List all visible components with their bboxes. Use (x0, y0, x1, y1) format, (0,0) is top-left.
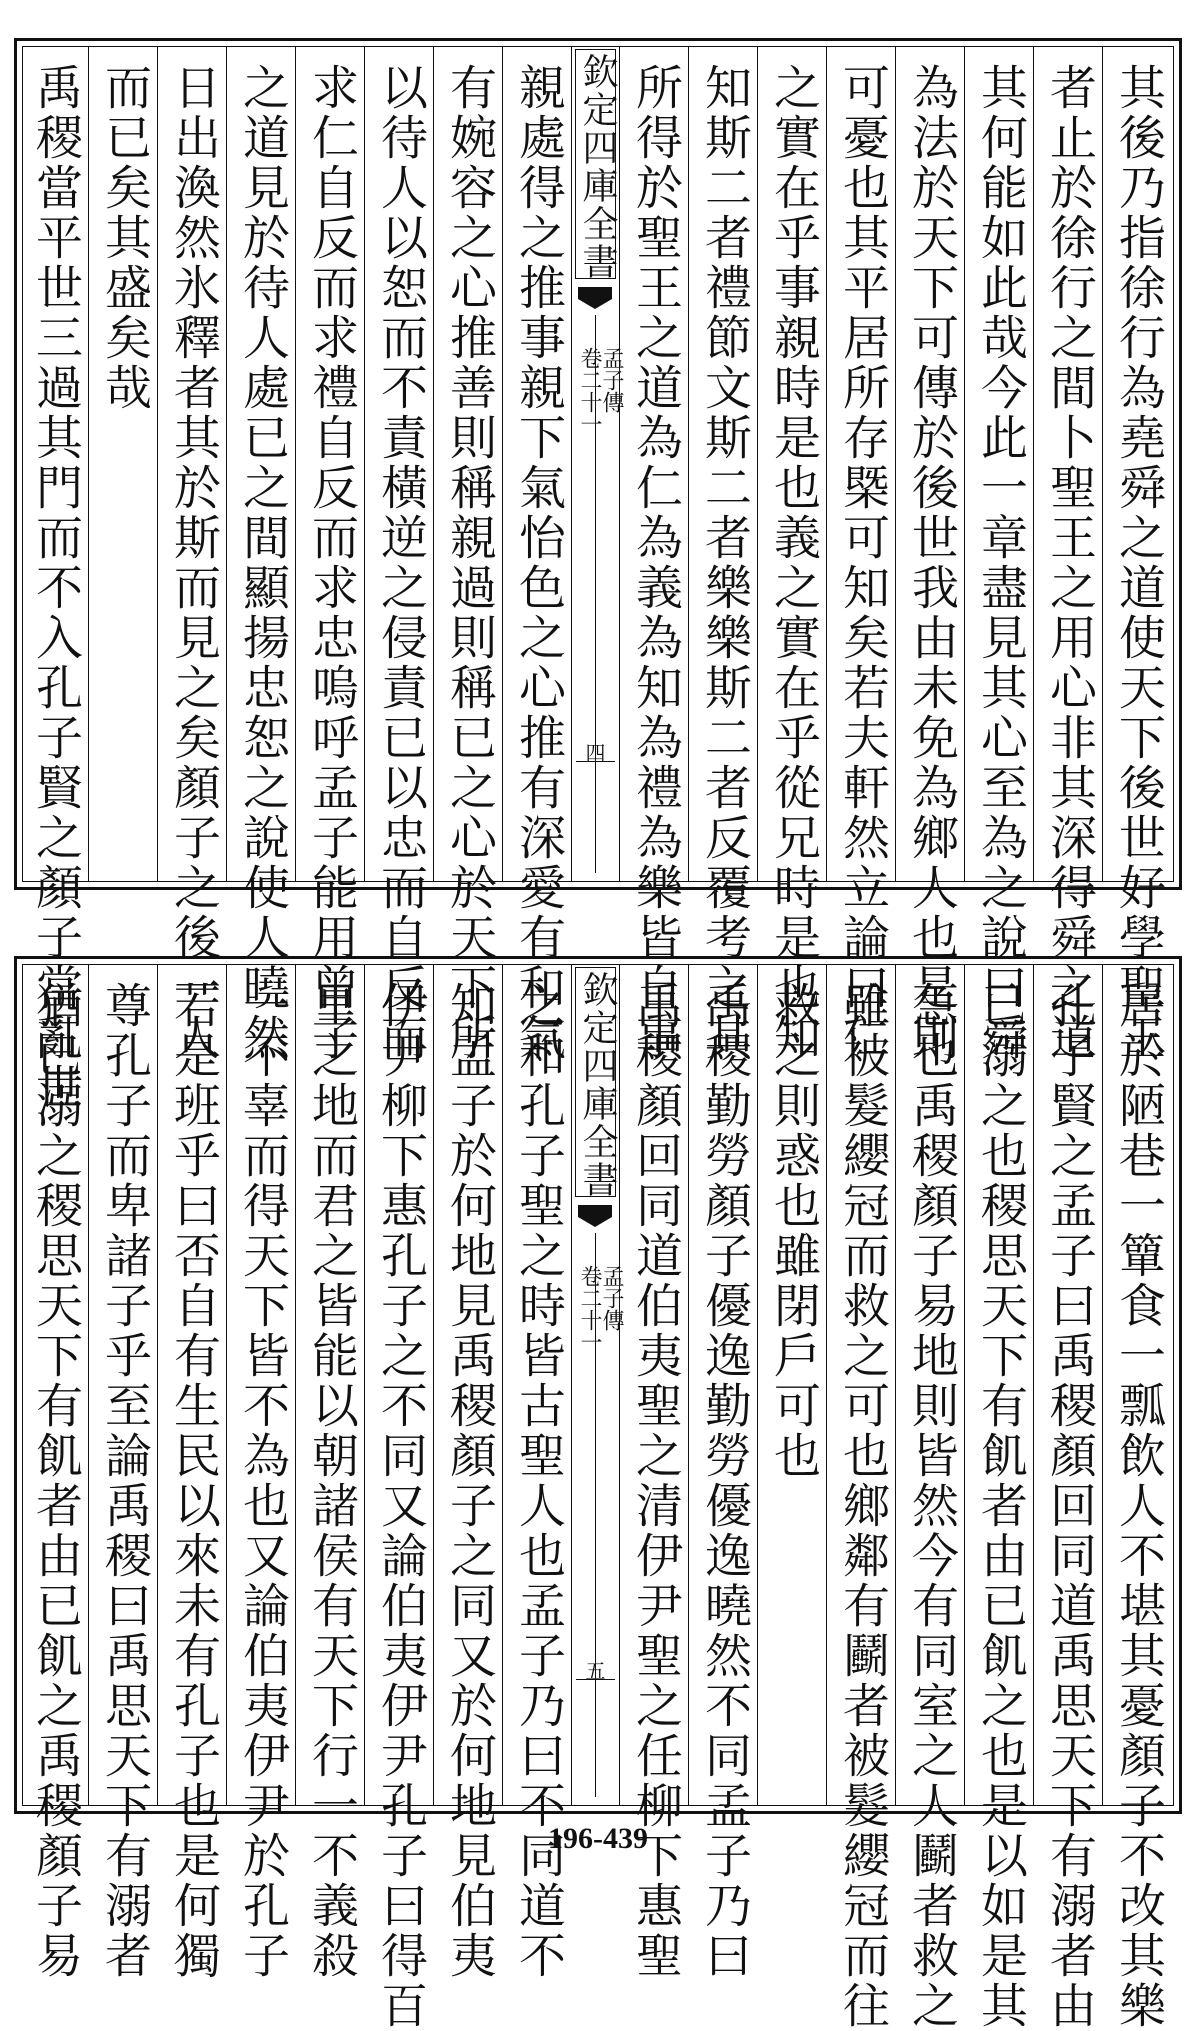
text-column (895, 965, 964, 2031)
column-text: 有婉容之心推善則稱親過則稱已之心於天下所 (442, 63, 497, 1063)
text-column (1033, 47, 1102, 1063)
column-text: 之實在乎事親時是也義之實在乎從兄時是也知 (766, 63, 821, 1063)
center-header-column (571, 965, 624, 1805)
column-text: 孔子賢之孟子曰禹稷顏回同道禹思天下有溺者由 (1042, 981, 1097, 2031)
text-column (757, 47, 826, 1063)
column-text: 知斯二者禮節文斯二者樂樂斯二者反覆考之其 (697, 63, 752, 1063)
text-column (226, 965, 295, 1981)
text-column (826, 965, 895, 2031)
text-column (364, 965, 433, 2031)
column-text: 已溺之也稷思天下有飢者由已飢之也是以如是其 (973, 981, 1028, 2031)
column-text: 求仁自反而求禮自反而求忠嗚呼孟子能用曾子 (304, 63, 359, 1063)
column-text: 一不辜而得天下皆不為也又論伯夷伊尹於孔子 (235, 981, 290, 1981)
column-text: 可憂也其平居所存槩可知矣若夫軒然立論曰仁 (835, 63, 890, 1063)
collection-title: 欽定四庫全書 (577, 53, 618, 281)
text-column (88, 47, 157, 881)
column-text: 之和孔子聖之時皆古聖人也孟子乃曰不同道不 (511, 981, 566, 1981)
text-column (226, 47, 295, 1063)
column-text: 其何能如此哉今此一章盡見其心至為之說曰舜 (973, 63, 1028, 1063)
column-text: 居於陋巷一簞食一瓢飲人不堪其憂顏子不改其樂 (1111, 981, 1166, 2031)
column-text: 其後乃指徐行為堯舜之道使天下後世好學聖王 (1111, 63, 1166, 1063)
column-text: 以待人以恕而不責橫逆之侵責已以忠而自反而 (373, 63, 428, 1063)
page-number: 四 (585, 741, 606, 765)
text-column (1102, 965, 1171, 2031)
center-header-column (571, 47, 624, 881)
text-column (688, 47, 757, 1063)
column-text: 知孟子於何地見禹稷顏子之同又於何地見伯夷 (442, 981, 497, 1981)
book-title: 孟子傳 (599, 1265, 624, 1331)
text-column (1102, 47, 1171, 1063)
top-page-frame (22, 46, 1174, 1113)
column-text: 里之地而君之皆能以朝諸侯有天下行一不義殺 (304, 981, 359, 1981)
page-footer-number: 196-439 (548, 1822, 648, 1855)
text-column (157, 47, 226, 1063)
column-text: 親處得之推事親下氣怡色之心推有深愛有和氣 (511, 63, 566, 1063)
column-text: 之道見於待人處已之間顯揚忠恕之說使人曉然 (235, 63, 290, 1063)
column-text: 日出渙然氷釋者其於斯而見之矣顏子之後一人 (166, 63, 221, 1063)
text-column (433, 47, 502, 1063)
column-text: 急也禹稷顏子易地則皆然今有同室之人鬬者救之 (904, 981, 959, 2031)
text-column (826, 47, 895, 1063)
column-text: 為法於天下可傳於後世我由未免為鄉人也是則 (904, 63, 959, 1063)
text-column (88, 965, 157, 1981)
book-title: 孟子傳 (599, 347, 624, 413)
column-text: 若是班乎曰否自有生民以來未有孔子也是何獨 (166, 981, 221, 1981)
column-text: 而已矣其盛矣哉 (97, 63, 152, 413)
volume-label: 卷二十一 (577, 1265, 602, 1353)
text-column (19, 47, 88, 1113)
page-number: 五 (585, 1659, 606, 1683)
column-text: 雖被髮纓冠而救之可也鄉鄰有鬬者被髮纓冠而往 (835, 981, 890, 2031)
column-text: 禹稷勤勞顏子優逸勤勞優逸曉然不同孟子乃曰 (697, 981, 752, 1981)
text-column (757, 965, 826, 1805)
column-text: 尊孔子而卑諸子乎至論禹稷曰禹思天下有溺者 (97, 981, 152, 1981)
column-text: 救之則惑也雖閉戶可也 (766, 981, 821, 1481)
text-column (619, 47, 688, 1063)
text-column (502, 47, 571, 1063)
column-text: 猶已溺之稷思天下有飢者由已飢之禹稷顏子易 (28, 981, 83, 1981)
column-text: 禹稷當平世三過其門而不入孔子賢之顏子當亂世 (28, 63, 83, 1113)
page-number-rule (576, 1679, 615, 1680)
text-column (433, 965, 502, 1981)
fishtail-mark-icon (578, 1205, 612, 1229)
column-text: 伊尹柳下惠孔子之不同又論伯夷伊尹孔子曰得百 (373, 981, 428, 2031)
text-column (295, 965, 364, 1981)
fishtail-mark-icon (578, 287, 612, 311)
text-column (895, 47, 964, 1063)
text-column (295, 47, 364, 1063)
collection-title: 欽定四庫全書 (577, 971, 618, 1199)
text-column (157, 965, 226, 1981)
page-number-rule (576, 761, 615, 762)
column-text: 所得於聖王之道為仁為義為知為禮為樂皆自事 (628, 63, 683, 1063)
text-column (364, 47, 433, 1063)
text-column (19, 965, 88, 1981)
text-column (964, 47, 1033, 1063)
top-page (14, 38, 1182, 1113)
text-column (1033, 965, 1102, 2031)
text-column (964, 965, 1033, 2031)
text-column (688, 965, 757, 1981)
text-column (619, 965, 688, 1981)
column-text: 者止於徐行之間卜聖王之用心非其深得舜之道 (1042, 63, 1097, 1063)
text-column (502, 965, 571, 1981)
volume-label: 卷二十一 (577, 347, 602, 435)
column-text: 禹稷顏回同道伯夷聖之清伊尹聖之任柳下惠聖 (628, 981, 683, 1981)
